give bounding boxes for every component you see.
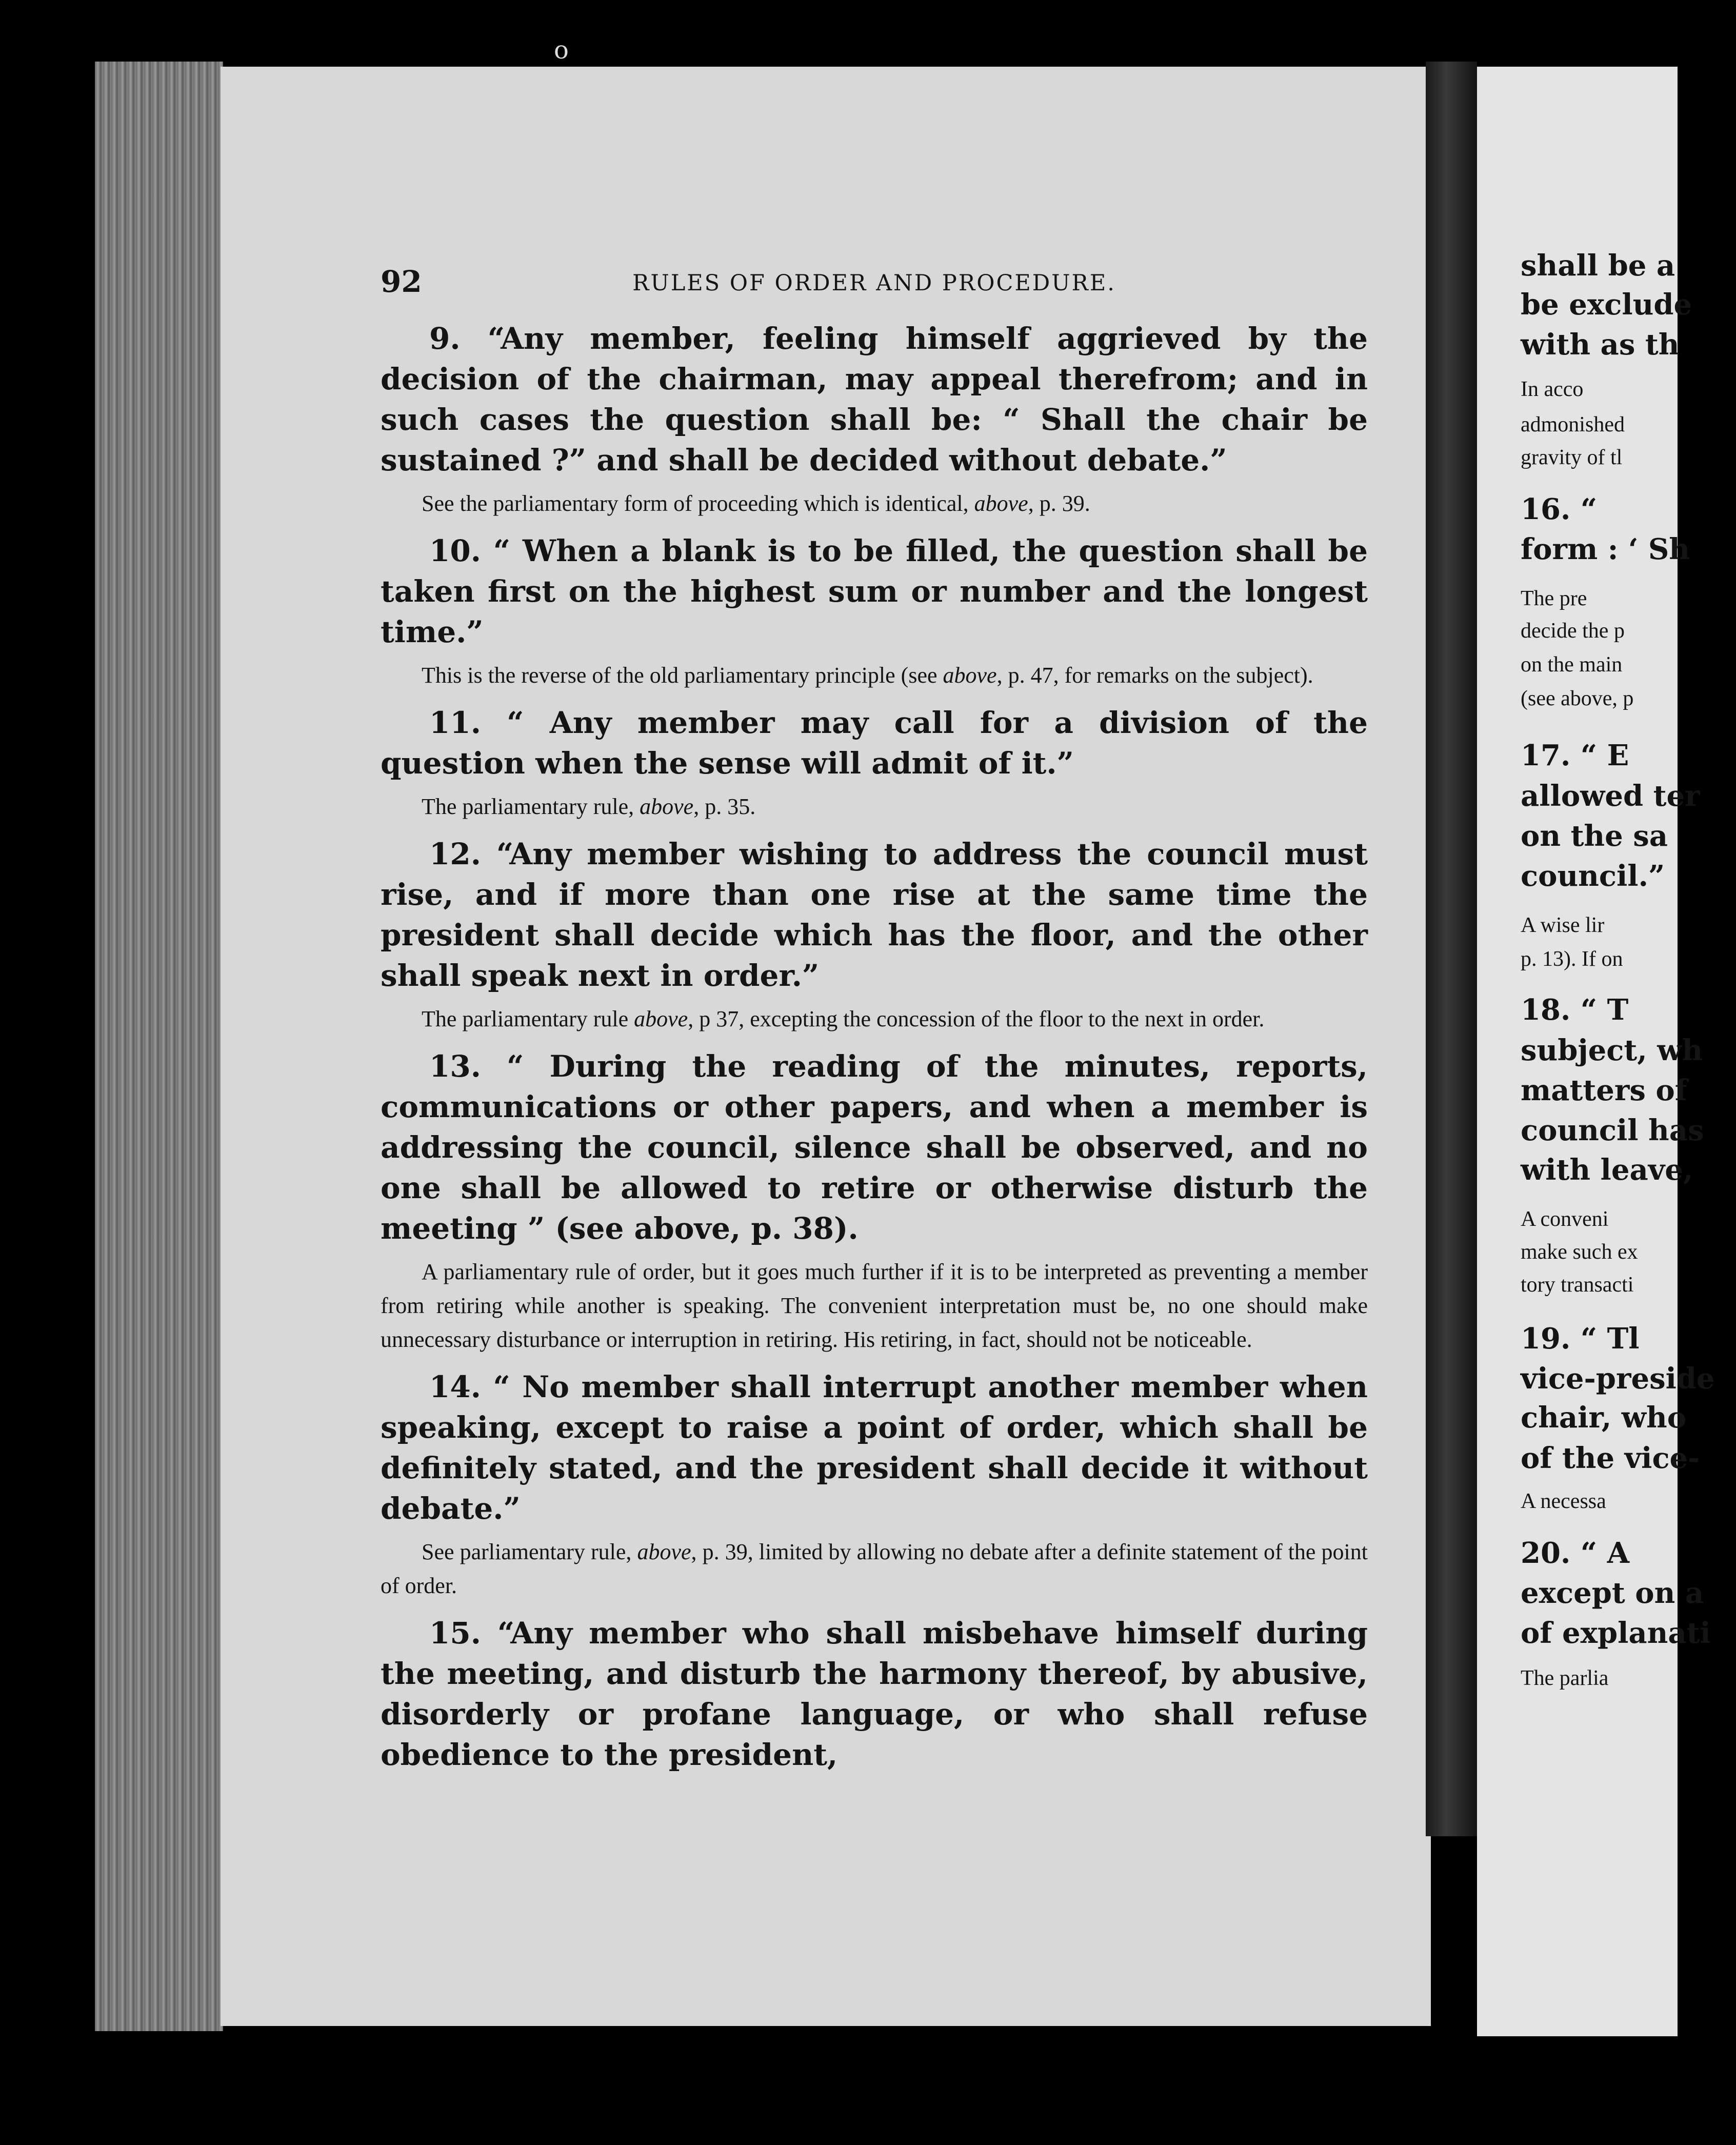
- right-page-line: make such ex: [1521, 1240, 1638, 1264]
- book-gutter: [1426, 62, 1477, 1836]
- rule-commentary: [381, 1535, 1368, 1603]
- note-text: The parliamentary rule: [422, 1006, 634, 1031]
- running-head: [381, 264, 1368, 310]
- note-text: , p. 39.: [1028, 491, 1090, 516]
- rule-text: “Any member, feeling himself aggrieved by the decision of the chairman, may appeal therefrom; and in such cases the question shall be: “ Shall the chair be sustained ?” and shall be decided without debate.”: [381, 321, 1368, 478]
- note-text: , p. 39, limited by allowing no debate after a definite statement of the point of order.: [381, 1539, 1368, 1598]
- note-text: See parliamentary rule,: [422, 1539, 637, 1564]
- note-text: The parliamentary rule,: [422, 794, 640, 819]
- note-reference-italic: above: [637, 1539, 691, 1564]
- rule-commentary: [381, 1002, 1368, 1036]
- right-page-line: on the sa: [1521, 819, 1668, 853]
- right-page-line: chair, who: [1521, 1401, 1687, 1435]
- page-edge-stack: [95, 62, 223, 2031]
- right-page-line: tory transacti: [1521, 1273, 1634, 1297]
- note-text: , p 37, excepting the concession of the floor to the next in order.: [688, 1006, 1265, 1031]
- right-page-line: 18. “ T: [1521, 993, 1629, 1027]
- right-page-line: subject, wh: [1521, 1034, 1703, 1067]
- rule-commentary: [381, 659, 1368, 692]
- note-text: , p. 35.: [693, 794, 756, 819]
- right-page-line: on the main: [1521, 653, 1623, 677]
- rule-commentary: [381, 1255, 1368, 1357]
- rule-14-paragraph: [381, 1367, 1368, 1529]
- left-page: [221, 67, 1431, 2026]
- right-page-line: 20. “ A: [1521, 1536, 1630, 1570]
- rule-15-paragraph: [381, 1613, 1368, 1775]
- rule-text: “ When a blank is to be filled, the question shall be taken first on the highest sum or number and the longest time.”: [381, 533, 1368, 649]
- right-page-line: of the vice-: [1521, 1441, 1700, 1475]
- right-page-line: be exclude: [1521, 288, 1692, 322]
- note-reference-italic: above: [634, 1006, 688, 1031]
- rule-10-paragraph: [381, 531, 1368, 652]
- rule-9-paragraph: [381, 319, 1368, 481]
- right-page-line: In acco: [1521, 378, 1584, 401]
- rule-11-paragraph: [381, 703, 1368, 784]
- right-page-line: council.”: [1521, 859, 1665, 893]
- rule-number: 12.: [429, 837, 481, 871]
- rule-text: “Any member wishing to address the council must rise, and if more than one rise at the same time the president shall decide which has the floor, and the other shall speak next in order.”: [381, 837, 1368, 993]
- rules-list: [381, 319, 1368, 1775]
- right-page-line: The parlia: [1521, 1666, 1609, 1690]
- rule-text: “ No member shall interrupt another member when speaking, except to raise a point of order, which shall be definitely stated, and the president shall decide it without debate.”: [381, 1369, 1368, 1526]
- note-text: A parliamentary rule of order, but it goes much further if it is to be interpreted as preventing a member from retiring while another is speaking. The convenient interpretation must be, no one should make unnecessary disturbance or interruption in retiring. His retiring, in fact, should not be noticeable.: [381, 1259, 1368, 1352]
- rule-number: 10.: [429, 533, 481, 568]
- note-reference-italic: above: [943, 663, 997, 688]
- rule-text: “ Any member may call for a division of the question when the sense will admit of it.”: [381, 705, 1368, 781]
- right-page-line: (see above, p: [1521, 687, 1634, 710]
- right-page-line: 19. “ Tl: [1521, 1322, 1640, 1356]
- rule-13-paragraph: [381, 1046, 1368, 1249]
- right-page-line: p. 13). If on: [1521, 947, 1623, 971]
- right-page-line: The pre: [1521, 587, 1587, 610]
- right-page-line: allowed ter: [1521, 779, 1700, 813]
- running-head-title: RULES OF ORDER AND PROCEDURE.: [632, 270, 1116, 296]
- microfilm-frame-mark: o: [554, 36, 569, 65]
- right-page-line: A wise lir: [1521, 913, 1605, 937]
- right-page-line: A necessa: [1521, 1489, 1606, 1513]
- rule-text: “Any member who shall misbehave himself during the meeting, and disturb the harmony thereof, by abusive, disorderly or profane language, or who shall refuse obedience to the president,: [381, 1616, 1368, 1772]
- right-page-line: matters of: [1521, 1074, 1687, 1107]
- rule-number: 14.: [429, 1369, 481, 1404]
- right-page-line: except on a: [1521, 1576, 1704, 1610]
- page-content: [381, 264, 1368, 1781]
- rule-text: “ During the reading of the minutes, reports, communications or other papers, and when a member is addressing the council, silence shall be observed, and no one shall be allowed to retire or otherwise disturb the meeting ” (see above, p. 38).: [381, 1049, 1368, 1246]
- note-text: See the parliamentary form of proceeding which is identical,: [422, 491, 974, 516]
- right-page-line: form : ‘ Sh: [1521, 532, 1690, 566]
- right-page-line: vice-preside: [1521, 1362, 1715, 1396]
- right-page-line: admonished: [1521, 413, 1625, 436]
- right-page-line: council has: [1521, 1114, 1704, 1147]
- note-reference-italic: above: [974, 491, 1028, 516]
- right-page-line: of explanati: [1521, 1616, 1711, 1650]
- right-page-line: shall be a: [1521, 249, 1675, 283]
- right-page-line: 17. “ E: [1521, 739, 1629, 772]
- rule-number: 13.: [429, 1049, 481, 1084]
- right-page-line: with leave,: [1521, 1153, 1693, 1187]
- right-page-line: 16. “: [1521, 492, 1598, 526]
- rule-commentary: [381, 790, 1368, 824]
- page-number: 92: [381, 264, 422, 299]
- note-reference-italic: above: [640, 794, 694, 819]
- rule-commentary: [381, 487, 1368, 521]
- right-page-line: decide the p: [1521, 619, 1625, 643]
- rule-number: 9.: [429, 321, 461, 356]
- rule-number: 11.: [429, 705, 481, 740]
- right-page: [1477, 67, 1715, 2036]
- right-page-line: gravity of tl: [1521, 446, 1623, 469]
- right-page-line: with as th: [1521, 328, 1680, 362]
- note-text: , p. 47, for remarks on the subject).: [996, 663, 1313, 688]
- rule-number: 15.: [429, 1616, 481, 1651]
- rule-12-paragraph: [381, 834, 1368, 996]
- right-page-line: A conveni: [1521, 1207, 1609, 1231]
- note-text: This is the reverse of the old parliamentary principle (see: [422, 663, 943, 688]
